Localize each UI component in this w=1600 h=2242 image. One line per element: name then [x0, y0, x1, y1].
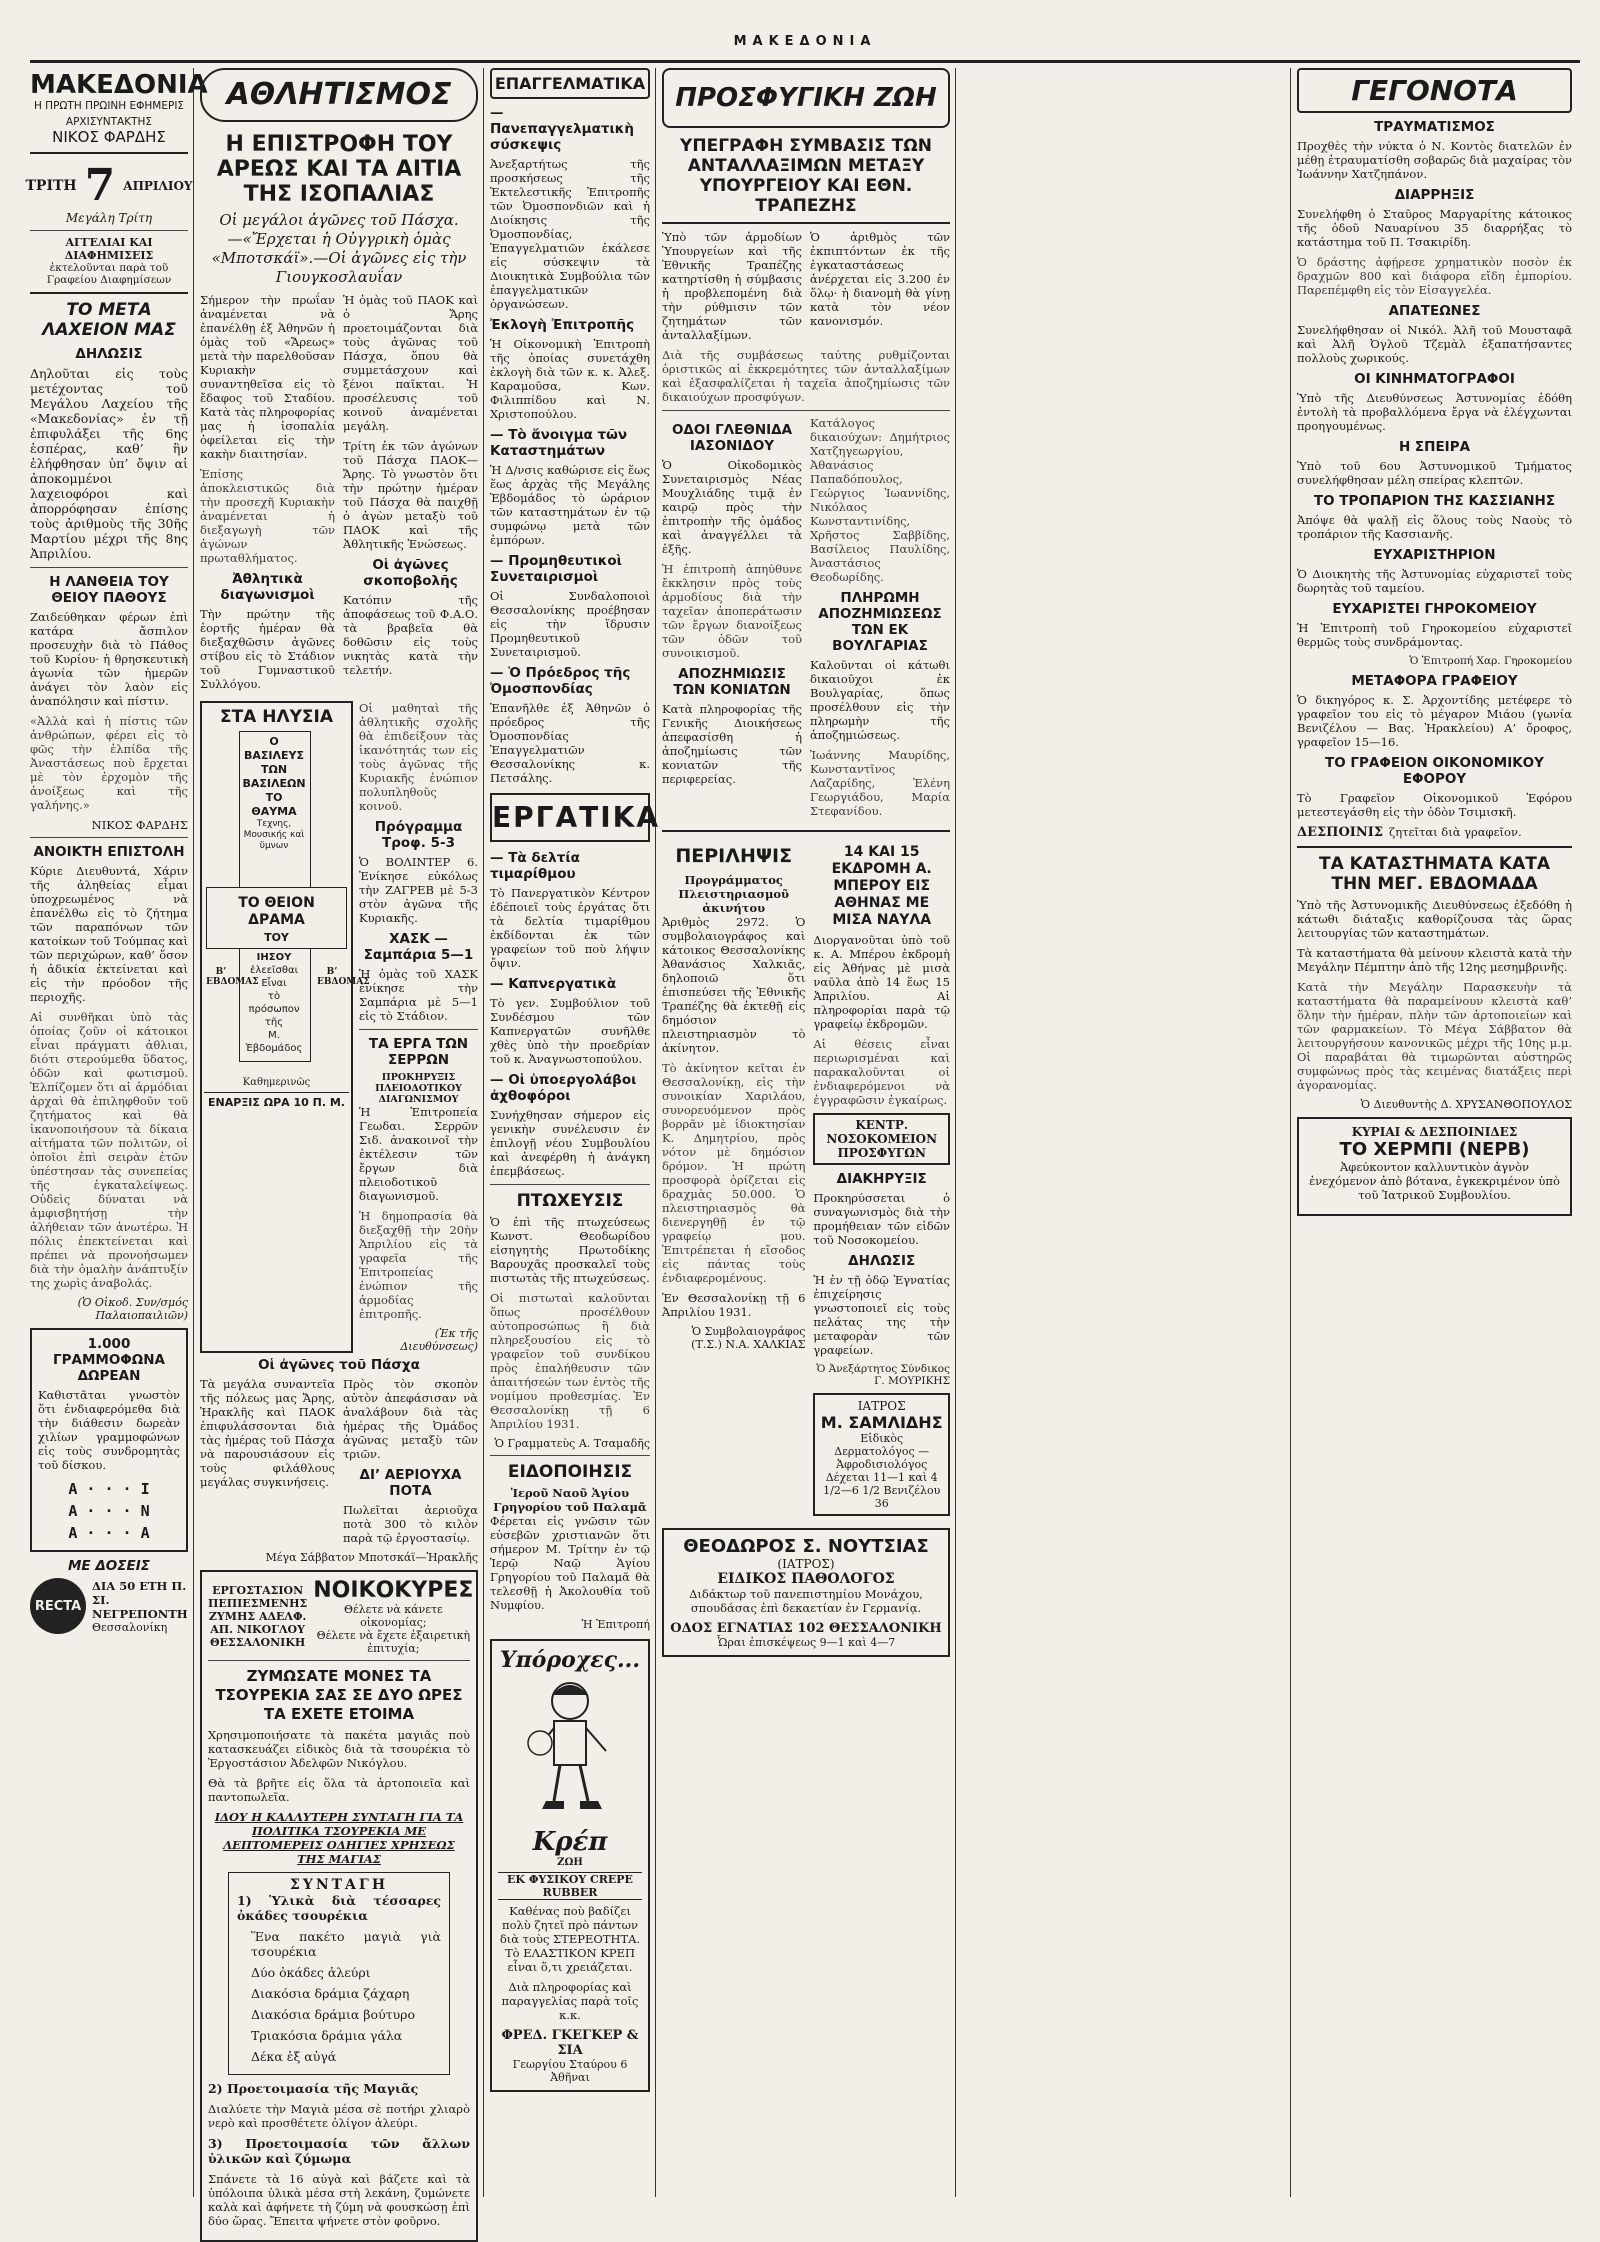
- pathologist-label: (ΙΑΤΡΟΣ): [777, 1557, 835, 1571]
- refugee-text: Ὁ ἀριθμὸς τῶν ἐκπιπτόντων ἐκ τῆς ἐγκαταστάσεως ἀνέρχεται εἰς 3.200 ἐν ὅλῳ· ἡ διανομὴ θὰ γίνῃ κατὰ τὸν νέον κανονισμόν.: [810, 230, 950, 328]
- section-heading: — Τὰ δελτία τιμαρίθμου: [490, 850, 580, 882]
- section-text: Οἱ Συνδαλοποιοὶ Θεσσαλονίκης προέβησαν εἰς τὴν ἵδρυσιν Προμηθευτικοῦ Συνεταιρισμοῦ.: [490, 589, 650, 659]
- cross-bottom-text: [241, 951, 307, 1055]
- paper-subtitle: Η ΠΡΩΤΗ ΠΡΩΙΝΗ ΕΦΗΜΕΡΙΣ: [33, 100, 185, 112]
- cosmetic-text: Ἀφεύκοντον καλλυντικὸν ἀγνὸν ἐνεχόμενον ἀπὸ βότανα, ἐγκεκριμένον ὑπὸ τοῦ Ἰατρικοῦ Συμβουλίου.: [1309, 1160, 1560, 1202]
- cross-word: τῆς: [264, 1017, 284, 1028]
- summary-subheading: Προγράμματος Πλειστηριασμοῦ ἀκινήτου: [678, 873, 790, 915]
- match-heading: Πρόγραμμα Τροφ. 5-3: [374, 819, 463, 851]
- bankruptcy-text: Ὁ ἐπὶ τῆς πτωχεύσεως Κωνστ. Θεοδωρίδου εἰσηγητὴς Πρωτοδίκης Βαρουχᾶς προσκαλεῖ τοὺς πιστωτὰς τῆς πτωχεύσεως.: [490, 1215, 650, 1285]
- section-heading: Ἐκλογὴ Ἐπιτροπῆς: [490, 317, 635, 333]
- show-time: ΕΝΑΡΞΙΣ ΩΡΑ 10 Π. Μ.: [204, 1092, 349, 1109]
- doctor-specialty: Εἰδικὸς Δερματολόγος — Ἀφροδισιολόγος: [834, 1432, 930, 1471]
- ad-headline: Υπόροχες...: [499, 1647, 640, 1673]
- section-heading: — Καπνεργατικὰ: [490, 976, 617, 992]
- column-3: ΕΠΑΓΓΕΛΜΑΤΙΚΑ — Πανεπαγγελματικὴ σύσκεψις Ἀνεξαρτήτως τῆς προσκήσεως τῆς Ἑκτελεστικῆς Ἐπιτροπῆς τῶν Ὀμοσπονδιῶν καὶ ἡ Διοίκησις τῆς Ὀμοσπονδίας, Ἐπαγγελματιῶν ἐκάλεσε εἰς σύσκεψιν τὰ Διοικητικὰ Συμβούλια τῶν ἐπαγγελματικῶν ὀργανώσεων. Ἐκλογὴ Ἐπιτροπῆς Ἡ Οἰκονομικὴ Ἐπιτροπὴ τῆς ὁποίας συνετάχθη ἐκλογὴ διὰ τῶν κ. κ. Ἀλεξ. Καραμοῦσα, Κων. Φιλιππίδου καὶ Ν. Χριστοπούλου. — Τὸ ἄνοιγμα τῶν Καταστημάτων Ἡ Δ/νσις καθώρισε εἰς ἕως ἕως ἀρχὰς τῆς Μεγάλης Ἑβδομάδος τὸ ὡράριον τῶν καταστημάτων ἐν τῷ συμφώνῳ μετὰ τῶν ἐμπόρων. — Προμηθευτικοὶ Συνεταιρισμοὶ Οἱ Συνδαλοποιοὶ Θεσσαλονίκης προέβησαν εἰς τὴν ἵδρυσιν Προμηθευτικοῦ Συνεταιρισμοῦ. — Ὁ Πρόεδρος τῆς Ὀμοσπονδίας Ἐπανῆλθε ἐξ Ἀθηνῶν ὁ πρόεδρος τῆς Ὀμοσπονδίας Ἐπαγγελματιῶν Θεσσαλονίκης κ. Πετσάλης. ΕΡΓΑΤΙΚΑ — Τὰ δελτία τιμαρίθμου Τὸ Πανεργατικὸν Κέντρον ἐδέποιεῖ τοὺς ἐργάτας ὅτι τὰ δελτία τιμαρίθμου ἐκδίδονται ἐκ τῶν γραφείων τοῦ ποὺ λήψιν ὄψιν. — Καπνεργατικὰ Τὸ γεν. Συμβούλιον τοῦ Συνδέσμου τῶν Καπνεργατῶν συνῆλθε χθὲς ὑπὸ τὴν προεδρίαν τοῦ κ. Ἀναγνωστοπούλου. — Οἱ ὑποεργολάβοι ἀχθοφόροι Συνήχθησαν σήμερον εἰς γενικὴν συνέλευσιν ἐν ἐπιλογῇ νέου Συμβουλίου καὶ ἀνεφέρθη ἡ ἀνάγκη ἐπεμβάσεως. ΠΤΩΧΕΥΣΙΣ Ὁ ἐπὶ τῆς πτωχεύσεως Κωνστ. Θεοδωρίδου εἰσηγητὴς Πρωτοδίκης Βαρουχᾶς προσκαλεῖ τοὺς πιστωτὰς τῆς πτωχεύσεως. Οἱ πιστωταὶ καλοῦνται ὅπως προσέλθουν αὐτοπροσώπως ἢ διὰ πληρεξουσίου εἰς τὸ γραφεῖον τοῦ συνδίκου πρὸς ἐπαλήθευσιν τῶν ἀπαιτήσεών των ἐντὸς τῆς νομίμου προθεσμίας. Ἐν Θεσσαλονίκῃ τῇ 6 Ἀπριλίου 1931. Ὁ Γραμματεὺς Α. Τσαμαδῆς ΕΙΔΟΠΟΙΗΣΙΣ Ἱεροῦ Ναοῦ Ἁγίου Γρηγορίου τοῦ Παλαμᾶ Φέρεται εἰς γνῶσιν τῶν εὐσεβῶν χριστιανῶν ὅτι σήμερον Μ. Τρίτην ἐν τῷ Ἱερῷ Ναῷ Ἁγίου Γρηγορίου τοῦ Παλαμᾶ θὰ τελεσθῇ ἡ Ἀκολουθία τοῦ Νυμφίου. Ἡ Ἐπιτροπή Υπόροχες... Κρέπ ΖΩΗ ΕΚ ΦΥΣΙΚΟΥ CREPE RUBBER Καθένας ποὺ βαδίζει πολὺ ζητεῖ πρὸ πάντων διὰ τοὺς ΣΤΕΡΕΟΤΗΤΑ. Τὸ ΕΛΑΣΤΙΚΟΝ ΚΡΕΠ εἶναι ὅ,τι χρειάζεται. Διὰ πληροφορίας καὶ παραγγελίας παρὰ τοῖς κ.κ. ΦΡΕΔ. ΓΚΕΓΚΕΡ & ΣΙΑ Γεωργίου Σταύρου 6 Ἀθῆναι: [490, 68, 650, 2199]
- cosmetic-ad: [1297, 1117, 1572, 1216]
- recipe-text: Σπάνετε τὰ 16 αὐγὰ καὶ βάζετε καὶ τὰ ὑπόλοιπα ὑλικὰ μέσα στὴ λεκάνη, ζυμώνετε καλὰ καὶ ἀφήνετε τὴ ζύμη νὰ φουσκώσῃ ἐπὶ δύο ὥρας. Ἔπειτα ψήνετε στὸν φοῦρνο.: [208, 2172, 470, 2228]
- ingredient: Διακόσια δράμια βούτυρο: [251, 2007, 416, 2022]
- pathologist-text: Διδάκτωρ τοῦ πανεπιστημίου Μονάχου, σπουδάσας ἐπὶ δεκαετίαν ἐν Γερμανίᾳ.: [689, 1587, 923, 1615]
- doctor-name: Μ. ΣΑΜΛΙΔΗΣ: [820, 1413, 943, 1432]
- section-text: Ἐπανῆλθε ἐξ Ἀθηνῶν ὁ πρόεδρος τῆς Ὀμοσπονδίας Ἐπαγγελματιῶν Θεσσαλονίκης κ. Πετσάλης.: [490, 701, 650, 785]
- section-text: Συνήχθησαν σήμερον εἰς γενικὴν συνέλευσιν ἐν ἐπιλογῇ νέου Συμβουλίου καὶ ἀνεφέρθη ἡ ἀνάγκη ἐπεμβάσεως.: [490, 1108, 650, 1178]
- events-heading: ΟΙ ΚΙΝΗΜΑΤΟΓΡΑΦΟΙ: [1354, 371, 1515, 387]
- cross-shape: [204, 727, 370, 1092]
- bankruptcy-signature: Ὁ Γραμματεὺς Α. Τσαμαδῆς: [494, 1437, 650, 1450]
- cross-word: ΘΑΥΜΑ: [251, 805, 297, 818]
- recipe-title: ΣΥΝΤΑΓΗ: [289, 1877, 389, 1893]
- drama-title: ΤΟ ΘΕΙΟΝ ΔΡΑΜΑ: [238, 895, 315, 928]
- yeast-factory: [208, 1584, 307, 1649]
- date-block: [25, 160, 193, 211]
- sports-banner: ΑΘΛΗΤΙΣΜΟΣ: [200, 68, 478, 122]
- sports-text: Τρίτη ἐκ τῶν ἀγώνων τοῦ Πάσχα ΠΑΟΚ—Ἄρης. Τὸ γνωστὸν ὅτι τὴν πρώτην ἡμέραν τοῦ Πάσχα θὰ παιχθῇ ὁ ἀγὼν μεταξὺ τοῦ ΠΑΟΚ καὶ τῆς Ἀθλητικῆς Ἑνώσεως.: [343, 439, 478, 551]
- excursion-text: Διοργανοῦται ὑπὸ τοῦ κ. Α. Μπέρου ἐκδρομὴ εἰς Ἀθήνας μὲ μισὰ ναῦλα ἀπὸ 14 ἕως 15 Ἀπριλίου. Αἱ πληροφορίαι παρὰ τῷ γραφείῳ ἐκδρομῶν.: [813, 933, 950, 1031]
- summary-date: Ἐν Θεσσαλονίκῃ τῇ 6 Ἀπριλίου 1931.: [662, 1291, 806, 1319]
- recta-city: Θεσσαλονίκη: [92, 1620, 168, 1634]
- lottery-text: Δηλοῦται εἰς τοὺς μετέχοντας τοῦ Μεγάλου Λαχείου τῆς «Μακεδονίας» ἐν τῇ ἐπιφυλάξει τῆς 6ης ἑσπέρας, καθ’ ἣν ἐλήφθησαν ὑπ’ ὄψιν αἱ ἀποκομμένοι λαχειοφόροι καὶ ἀπορρόφησαν ἐπίσης τοὺς ἀριθμοὺς τῆς 30ῆς Μαρτίου μέχρι τῆς 8ης Ἀπριλίου.: [30, 366, 188, 561]
- recipe-step: 1) Ὑλικὰ διὰ τέσσαρες ὀκάδες τσουρέκια: [237, 1893, 441, 1923]
- sports-subhead: Οἱ μεγάλοι ἀγῶνες τοῦ Πάσχα.—«Ἔρχεται ἡ Οὐγγρικὴ ὁμὰς «Μποτσκάϊ».—Οἱ ἀγῶνες εἰς τὴν Γιουγκοσλαυΐαν: [211, 211, 467, 286]
- cross-word: ΙΗΣΟΥ: [256, 952, 292, 963]
- serres-signature: (Ἐκ τῆς Διευθύνσεως): [400, 1327, 478, 1353]
- passion-heading: Η ΛΑΝΘΕΙΑ ΤΟΥ ΘΕΙΟΥ ΠΑΘΟΥΣ: [49, 574, 169, 606]
- miss-heading: ΔΕΣΠΟΙΝΙΣ: [1297, 825, 1384, 840]
- match-heading: ΧΑΣΚ — Σαμπάρια 5—1: [363, 931, 474, 963]
- miss-notice: [1297, 825, 1572, 840]
- recipe-step: 3) Προετοιμασία τῶν ἄλλων ὑλικῶν καὶ ζύμωμα: [208, 2136, 470, 2166]
- recta-ad: [30, 1578, 188, 1634]
- bankruptcy-heading: ΠΤΩΧΕΥΣΙΣ: [516, 1191, 624, 1211]
- cross-word: ΤΩΝ: [260, 763, 288, 776]
- hospital-heading: ΚΕΝΤΡ. ΝΟΣΟΚΟΜΕΙΟΝ ΠΡΟΣΦΥΓΩΝ: [826, 1118, 938, 1160]
- declaration-text: Προκηρύσσεται ὁ συναγωνισμὸς διὰ τὴν προμήθειαν τῶν εἰδῶν τοῦ Νοσοκομείου.: [813, 1191, 950, 1247]
- refugee-banner: ΠΡΟΣΦΥΓΙΚΗ ΖΩΗ: [662, 68, 950, 128]
- column-rule: [655, 68, 656, 2197]
- refugee-text: Κατὰ πληροφορίας τῆς Γενικῆς Διοικήσεως ἀπεφασίσθη ἡ ἀποζημίωσις τῶν κονιατῶν τῆς περιφερείας.: [662, 702, 802, 786]
- divider: [359, 1029, 478, 1030]
- events-text: Ὁ δικηγόρος κ. Σ. Ἀρχοντίδης μετέφερε τὸ γραφεῖον του εἰς τὸ μέγαρον Μιάου (γωνία Βενιζέλου — Βας. Ἡρακλείου) Α’ ὄροφος, γραφεῖον 15—16.: [1297, 693, 1572, 749]
- divider: [662, 222, 950, 224]
- events-heading: ΕΥΧΑΡΙΣΤΗΡΙΟΝ: [1373, 547, 1496, 563]
- events-heading: ΜΕΤΑΦΟΡΑ ΓΡΑΦΕΙΟΥ: [1351, 673, 1518, 689]
- notice-heading: ΕΙΔΟΠΟΙΗΣΙΣ: [507, 1462, 633, 1482]
- summary-text: Ἀριθμὸς 2972. Ὁ συμβολαιογράφος καὶ κάτοικος Θεσσαλονίκης Ἀθανάσιος Χαλκιᾶς, δηλοποιῶ ὅτι ἐπισπεύσει τῆς Ἐθνικῆς Τραπέζης θὰ ἐκτεθῇ εἰς δημόσιον πλειστηριασμὸν τὸ ἀκίνητον.: [662, 915, 806, 1055]
- week-left: Β’ ΕΒΔΟΜΑΣ: [206, 967, 259, 987]
- excursion-heading: 14 ΚΑΙ 15 ΕΚΔΡΟΜΗ Α. ΜΠΕΡΟΥ ΕΙΣ ΑΘΗΝΑΣ ΜΕ ΜΙΣΑ ΝΑΥΛΑ: [831, 844, 932, 928]
- divider: [490, 1184, 650, 1185]
- divider: [1297, 846, 1572, 848]
- refugee-headline: ΥΠΕΓΡΑΦΗ ΣΥΜΒΑΣΙΣ ΤΩΝ ΑΝΤΑΛΛΑΞΙΜΩΝ ΜΕΤΑΞΥ ΥΠΟΥΡΓΕΙΟΥ ΚΑΙ ΕΘΝ. ΤΡΑΠΕΖΗΣ: [680, 136, 932, 216]
- shops-heading: ΤΑ ΚΑΤΑΣΤΗΜΑΤΑ ΚΑΤΑ ΤΗΝ ΜΕΓ. ΕΒΔΟΜΑΔΑ: [1318, 854, 1551, 894]
- refugee-text: Ὑπὸ τῶν ἁρμοδίων Ὑπουργείων καὶ τῆς Ἐθνικῆς Τραπέζης κατηρτίσθη ἡ σύμβασις ἡ προβλεπομένη διὰ τὴν ρύθμισιν τῶν ζητημάτων τῶν ἀνταλλαξίμων.: [662, 230, 802, 342]
- grid-row: Α · · · Ι: [68, 1480, 150, 1498]
- crepe-shoe-ad: [490, 1639, 650, 2092]
- running-masthead: ΜΑΚΕΔΟΝΙΑ: [733, 34, 877, 49]
- gramophone-heading: 1.000 ΓΡΑΜΜΟΦΩΝΑ ΔΩΡΕΑΝ: [53, 1336, 165, 1384]
- sports-two-col: [200, 1377, 478, 1551]
- weekday: ΤΡΙΤΗ: [25, 177, 77, 194]
- grid-row: Α · · · Α: [68, 1524, 150, 1542]
- paper-title: ΜΑΚΕΔΟΝΙΑ: [30, 70, 208, 100]
- events-text: Ὑπὸ τοῦ 6ου Ἀστυνομικοῦ Τμήματος συνελήφθησαν μέλη σπείρας κλεπτῶν.: [1297, 459, 1572, 487]
- section-text: Ἀνεξαρτήτως τῆς προσκήσεως τῆς Ἑκτελεστικῆς Ἐπιτροπῆς τῶν Ὀμοσπονδιῶν καὶ ἡ Διοίκησις τῆς Ὀμοσπονδίας, Ἐπαγγελματιῶν ἐκάλεσε εἰς σύσκεψιν τὰ Διοικητικὰ Συμβούλια τῶν ἐπαγγελματικῶν ὀργανώσεων.: [490, 157, 650, 311]
- events-text: Τὸ Γραφεῖον Οἰκονομικοῦ Ἐφόρου μετεστεγάσθη εἰς τὴν ὁδὸν Τσιμισκῆ.: [1297, 791, 1572, 819]
- events-heading: ΤΟ ΤΡΟΠΑΡΙΟΝ ΤΗΣ ΚΑΣΣΙΑΝΗΣ: [1313, 493, 1556, 509]
- gramophone-text: Καθιστᾶται γνωστὸν ὅτι ἐνδιαφερόμεθα διὰ τὴν διάθεσιν δωρεὰν χιλίων γραμμοφώνων εἰς τοὺς συνδρομητὰς τοῦ δίσκου.: [38, 1388, 180, 1472]
- sports-subheading: Οἱ ἀγῶνες σκοποβολῆς: [363, 557, 458, 589]
- column-rule: [483, 68, 484, 2197]
- holy-day: Μεγάλη Τρίτη: [65, 211, 153, 225]
- firm-name: ΦΡΕΔ. ΓΚΕΓΚΕΡ & ΣΙΑ: [501, 2028, 639, 2058]
- column-1: ΜΑΚΕΔΟΝΙΑ Η ΠΡΩΤΗ ΠΡΩΙΝΗ ΕΦΗΜΕΡΙΣ ΑΡΧΙΣΥΝΤΑΚΤΗΣ ΝΙΚΟΣ ΦΑΡΔΗΣ ΤΡΙΤΗ 7 ΑΠΡΙΛΙΟΥ Μεγάλη Τρίτη ΑΓΓΕΛΙΑΙ ΚΑΙ ΔΙΑΦΗΜΙΣΕΙΣ ἐκτελοῦνται παρὰ τοῦ Γραφείου Διαφημίσεων ΤΟ ΜΕΤΑ ΛΑΧΕΙΟΝ ΜΑΣ ΔΗΛΩΣΙΣ Δηλοῦται εἰς τοὺς μετέχοντας τοῦ Μεγάλου Λαχείου τῆς «Μακεδονίας» ἐν τῇ ἐπιφυλάξει τῆς 6ης ἑσπέρας, καθ’ ἣν ἐλήφθησαν ὑπ’ ὄψιν αἱ ἀποκομμένοι λαχειοφόροι καὶ ἀπορρόφησαν ἐπίσης τοὺς ἀριθμοὺς τῆς 30ῆς Μαρτίου μέχρι τῆς 8ης Ἀπριλίου. Η ΛΑΝΘΕΙΑ ΤΟΥ ΘΕΙΟΥ ΠΑΘΟΥΣ Ζαιδεύθηκαν φέρων ἐπὶ κατάρα ἄσπιλον προσευχὴν διὰ τὸ Πάθος τοῦ Κυρίου· ἡ θρησκευτικὴ ἀγωνία τῶν ἡμερῶν ἀνάγει τὸν λαὸν εἰς ἀναπόλησιν καὶ πίστιν. «Ἀλλὰ καὶ ἡ πίστις τῶν ἀνθρώπων, φέρει εἰς τὸ φῶς τὴν ἐλπίδα τῆς Ἀναστάσεως ποὺ ἔρχεται μὲ τὸν ἐρχομὸν τῆς ἀνοίξεως καὶ τῆς γαλήνης.» ΝΙΚΟΣ ΦΑΡΔΗΣ ΑΝΟΙΚΤΗ ΕΠΙΣΤΟΛΗ Κύριε Διευθυντά, Χάριν τῆς ἀληθείας εἶμαι ὑποχρεωμένος νὰ ἐπανέλθω εἰς τὸ ζήτημα τῶν παραπόνων τῶν κατοίκων τοῦ Τούμπας καὶ τῶν περιχώρων, καθ’ ὅσον ἡ ἀδικία ἐκτείνεται καὶ εἰς τὴν πρόοδον τῆς περιοχῆς. Αἱ συνθῆκαι ὑπὸ τὰς ὁποίας ζοῦν οἱ κάτοικοι εἶναι πράγματι ἀθλιαι, διότι στερούμεθα ὕδατος, ὁδῶν καὶ φωτισμοῦ. Ἐλπίζομεν ὅτι αἱ ἁρμόδιαι ἀρχαὶ θὰ ἐπιληφθοῦν τοῦ ζητήματος καὶ θὰ ἱκανοποιήσουν τὰ δίκαια αἰτήματα τῶν πολιτῶν, οἱ ὁποῖοι ἐπὶ σειρὰν ἐτῶν ὑπέστησαν τὰς συνεπείας τῆς ἐγκαταλείψεως. Οὐδεὶς δύναται νὰ ἀμφισβητήσῃ τὴν ἀλήθειαν τῶν ἀνωτέρω. Ἡ πόλις ἐπεκτείνεται καὶ πρέπει νὰ προνοήσωμεν διὰ τὴν ὁμαλὴν ἀνάπτυξίν της χωρὶς ἀναβολάς. (Ὁ Οἰκοδ. Συν/σμός Παλαιοπαιλιῶν) 1.000 ΓΡΑΜΜΟΦΩΝΑ ΔΩΡΕΑΝ Καθιστᾶται γνωστὸν ὅτι ἐνδιαφερόμεθα διὰ τὴν διάθεσιν δωρεὰν χιλίων γραμμοφώνων εἰς τοὺς συνδρομητὰς τοῦ δίσκου. Α · · · Ι Α · · · Ν Α · · · Α ΜΕ ΔΟΣΕΙΣ RECTA ΔΙΑ 50 ΕΤΗ Π. ΣΙ. ΝΕΓΡΕΠΟΝΤΗ Θεσσαλονίκη: [25, 70, 208, 1634]
- sports-text: Τὰ μεγάλα συναντεῖα τῆς πόλεως μας Ἄρης, Ἠρακλῆς καὶ ΠΑΟΚ ἐπιφυλάσσονται διὰ τὰς ἡμέρας τοῦ Πάσχα νὰ παρουσιάσουν εἰς τοὺς φιλάθλους μεγάλας συγκινήσεις.: [200, 1377, 335, 1489]
- recta-text: ΔΙΑ 50 ΕΤΗ Π. ΣΙ. ΝΕΓΡΕΠΟΝΤΗ: [92, 1578, 188, 1621]
- divider: [30, 230, 188, 231]
- refugee-heading: ΟΔΟΙ ΓΛΕΘΝΙΔΑ ΙΑΣΟΝΙΔΟΥ: [671, 422, 793, 454]
- refugee-text: Καλοῦνται οἱ κάτωθι δικαιοῦχοι ἐκ Βουλγαρίας, ὅπως προσέλθουν εἰς τὴν πληρωμὴν τῆς ἀποζημιώσεως.: [810, 658, 950, 742]
- cross-word: ΤΟ: [265, 791, 283, 804]
- section-text: Τὸ Πανεργατικὸν Κέντρον ἐδέποιεῖ τοὺς ἐργάτας ὅτι τὰ δελτία τιμαρίθμου ἐκδίδονται ἐκ τῶν γραφείων τοῦ ποὺ λήψιν ὄψιν.: [490, 886, 650, 970]
- recipe-box: [228, 1872, 450, 2075]
- cosmetic-audience: ΚΥΡΙΑΙ & ΔΕΣΠΟΙΝΙΔΕΣ: [1351, 1125, 1518, 1139]
- pathologist-address: ΟΔΟΣ ΕΓΝΑΤΙΑΣ 102 ΘΕΣΣΑΛΟΝΙΚΗ: [670, 1621, 942, 1636]
- divider: [208, 1660, 470, 1661]
- ads-text: ἐκτελοῦνται παρὰ τοῦ Γραφείου Διαφημίσεων: [46, 262, 172, 286]
- events-heading: Η ΣΠΕΙΡΑ: [1398, 439, 1471, 455]
- section-text: Ἡ Οἰκονομικὴ Ἐπιτροπὴ τῆς ὁποίας συνετάχθη ἐκλογὴ διὰ τῶν κ. κ. Ἀλεξ. Καραμοῦσα, Κων. Φιλιππίδου καὶ Ν. Χριστοπούλου.: [490, 337, 650, 421]
- lottery-heading: ΤΟ ΜΕΤΑ ΛΑΧΕΙΟΝ ΜΑΣ: [42, 300, 176, 340]
- ads-heading: ΑΓΓΕΛΙΑΙ ΚΑΙ ΔΙΑΦΗΜΙΣΕΙΣ: [64, 236, 154, 262]
- sports-subheading: Ἀθλητικὰ διαγωνισμοὶ: [220, 571, 315, 603]
- sports-text: Ἡ ὁμὰς τοῦ ΠΑΟΚ καὶ ὁ Ἄρης προετοιμάζονται διὰ τοὺς ἀγῶνας τοῦ Πάσχα, ὅπου θὰ συμμετάσχουν καὶ ξένοι παῖκται. Ἡ προσέλευσις τοῦ κοινοῦ ἀναμένεται μεγάλη.: [343, 293, 478, 433]
- brand-tag: ΖΩΗ: [557, 1857, 583, 1868]
- yeast-ad: [200, 1570, 478, 2242]
- cross-word: ἐλεεῖσθαι: [250, 965, 298, 976]
- events-text: Συνελήφθη ὁ Σταῦρος Μαργαρίτης κάτοικος τῆς ὁδοῦ Ναυαρίνου 35 διαρρήξας τὸ κατάστημα τοῦ Π. Τσακιρίδη.: [1297, 207, 1572, 249]
- refugee-heading: ΑΠΟΖΗΜΙΩΣΙΣ ΤΩΝ ΚΟΝΙΑΤΩΝ: [673, 666, 791, 698]
- month: ΑΠΡΙΛΙΟΥ: [123, 178, 193, 193]
- refugee-heading: ΠΛΗΡΩΜΗ ΑΠΟΖΗΜΙΩΣΕΩΣ ΤΩΝ ΕΚ ΒΟΥΛΓΑΡΙΑΣ: [818, 590, 942, 654]
- cross-word: ΒΑΣΙΛΕΥΣ: [243, 749, 304, 762]
- yeast-headline: ΖΥΜΩΣΑΤΕ ΜΟΝΕΣ ΤΑ ΤΣΟΥΡΕΚΙΑ ΣΑΣ ΣΕ ΔΥΟ ΩΡΕΣ ΤΑ ΕΧΕΤΕ ΕΤΟΙΜΑ: [215, 1667, 463, 1723]
- cosmetic-title: ΤΟ ΧΕΡΜΠΙ (ΝΕΡΒ): [1339, 1139, 1530, 1160]
- column-5: ΓΕΓΟΝΟΤΑ ΤΡΑΥΜΑΤΙΣΜΟΣ Προχθὲς τὴν νύκτα ὁ Ν. Κοντὸς διατελῶν ἐν μέθῃ ἐτραυματίσθη σοβαρῶς διὰ μαχαίρας τὸν Ἰωάννην Χατζηπάνον. ΔΙΑΡΡΗΞΙΣ Συνελήφθη ὁ Σταῦρος Μαργαρίτης κάτοικος τῆς ὁδοῦ Ναυαρίνου 35 διαρρήξας τὸ κατάστημα τοῦ Π. Τσακιρίδη. Ὁ δράστης ἀφῄρεσε χρηματικὸν ποσὸν ἐκ δραχμῶν 800 καὶ διάφορα εἴδη ἐμπορίου. Παρεπέμφθη εἰς τὸν Εἰσαγγελέα. ΑΠΑΤΕΩΝΕΣ Συνελήφθησαν οἱ Νικόλ. Ἀλῆ τοῦ Μουσταφᾶ καὶ Ἀλῆ Ὀγλοῦ Τζεμὰλ ἐξαπατήσαντες πολλοὺς χωρικούς. ΟΙ ΚΙΝΗΜΑΤΟΓΡΑΦΟΙ Ὑπὸ τῆς Διευθύνσεως Ἀστυνομίας ἐδόθη ἐντολὴ τὰ προβαλλόμενα ἔργα νὰ ἐλέγχωνται προηγουμένως. Η ΣΠΕΙΡΑ Ὑπὸ τοῦ 6ου Ἀστυνομικοῦ Τμήματος συνελήφθησαν μέλη σπείρας κλεπτῶν. ΤΟ ΤΡΟΠΑΡΙΟΝ ΤΗΣ ΚΑΣΣΙΑΝΗΣ Ἀπόψε θὰ ψαλῇ εἰς ὅλους τοὺς Ναοὺς τὸ τροπάριον τῆς Κασσιανῆς. ΕΥΧΑΡΙΣΤΗΡΙΟΝ Ὁ Διοικητὴς τῆς Ἀστυνομίας εὐχαριστεῖ τοὺς δωρητὰς τοῦ ταμείου. ΕΥΧΑΡΙΣΤΕΙ ΓΗΡΟΚΟΜΕΙΟΥ Ἡ Ἐπιτροπὴ τοῦ Γηροκομείου εὐχαριστεῖ θερμῶς τοὺς συνδράμοντας. Ὁ Ἐπιτροπή Χαρ. Γηροκομείου ΜΕΤΑΦΟΡΑ ΓΡΑΦΕΙΟΥ Ὁ δικηγόρος κ. Σ. Ἀρχοντίδης μετέφερε τὸ γραφεῖον του εἰς τὸ μέγαρον Μιάου (γωνία Βενιζέλου — Βας. Ἡρακλείου) Α’ ὄροφος, γραφεῖον 15—16. ΤΟ ΓΡΑΦΕΙΟΝ ΟΙΚΟΝΟΜΙΚΟΥ ΕΦΟΡΟΥ Τὸ Γραφεῖον Οἰκονομικοῦ Ἐφόρου μετεστεγάσθη εἰς τὴν ὁδὸν Τσιμισκῆ. ΔΕΣΠΟΙΝΙΣ ζητεῖται διὰ γραφεῖον. ΤΑ ΚΑΤΑΣΤΗΜΑΤΑ ΚΑΤΑ ΤΗΝ ΜΕΓ. ΕΒΔΟΜΑΔΑ Ὑπὸ τῆς Ἀστυνομικῆς Διευθύνσεως ἐξεδόθη ἡ κάτωθι διάταξις καθορίζουσα τὰς ὥρας λειτουργίας τῶν καταστημάτων. Τὰ καταστήματα θὰ μείνουν κλειστὰ κατὰ τὴν Μεγάλην Πέμπτην ἀπὸ τῆς 12ης μεσημβρινῆς. Κατὰ τὴν Μεγάλην Παρασκευὴν τὰ καταστήματα θὰ παραμείνουν κλειστὰ καθ’ ὅλην τὴν ἡμέραν, πλὴν τῶν ἀρτοποιείων καὶ τῶν φαρμακείων. Τὸ Μέγα Σάββατον θὰ λειτουργήσουν κανονικῶς μέχρι τῆς 10ης μ.μ. Οἱ παραβάται θὰ τιμωρῶνται αὐστηρῶς συμφώνως πρὸς τὰς κειμένας διατάξεις περὶ ἀγορανομίας. Ὁ Διευθυντὴς Δ. ΧΡΥΣΑΝΘΟΠΟΥΛΟΣ ΚΥΡΙΑΙ & ΔΕΣΠΟΙΝΙΔΕΣ ΤΟ ΧΕΡΜΠΙ (ΝΕΡΒ) Ἀφεύκοντον καλλυντικὸν ἀγνὸν ἐνεχόμενον ἀπὸ βότανα, ἐγκεκριμένον ὑπὸ τοῦ Ἰατρικοῦ Συμβουλίου.: [1297, 68, 1572, 2199]
- declaration-heading: ΔΙΑΚΗΡΥΞΙΣ: [836, 1171, 927, 1187]
- yeast-text: Θὰ τὰ βρῆτε εἰς ὅλα τὰ ἀρτοποιεῖα καὶ παντοπωλεῖα.: [208, 1776, 470, 1804]
- section-text: Ἡ Δ/νσις καθώρισε εἰς ἕως ἕως ἀρχὰς τῆς Μεγάλης Ἑβδομάδος τὸ ὡράριον τῶν καταστημάτων ἐν τῷ συμφώνῳ μετὰ τῶν ἐμπόρων.: [490, 463, 650, 547]
- events-heading: ΔΙΑΡΡΗΞΙΣ: [1394, 187, 1475, 203]
- pathologist-name: ΘΕΟΔΩΡΟΣ Σ. ΝΟΥΤΣΙΑΣ: [683, 1536, 929, 1557]
- passion-text: Ζαιδεύθηκαν φέρων ἐπὶ κατάρα ἄσπιλον προσευχὴν διὰ τὸ Πάθος τοῦ Κυρίου· ἡ θρησκευτικὴ ἀγωνία τῶν ἡμερῶν ἀνάγει τὸν λαὸν εἰς ἀναπόλησιν καὶ πίστιν.: [30, 610, 188, 708]
- cross-top-text: [241, 735, 307, 852]
- ad-question: Θέλετε νὰ κάνετε οἰκονομίας;: [343, 1603, 443, 1629]
- ingredient: Ἕνα πακέτο μαγιὰ γιὰ τσουρέκια: [251, 1929, 441, 1959]
- divider: [30, 837, 188, 838]
- editor-name: ΝΙΚΟΣ ΦΑΡΔΗΣ: [52, 128, 166, 146]
- editor-label: ΑΡΧΙΣΥΝΤΑΚΤΗΣ: [65, 116, 153, 128]
- sports-lower: ΣΤΑ ΗΛΥΣΙΑ Ο ΒΑΣΙΛΕΥΣ ΤΩΝ ΒΑΣΙΛΕΩΝ ΤΟ ΘΑΥΜΑ Τεχνης, Μουσικής καὶ ὕμνων ΤΟ ΘΕΙΟΝ ΔΡΑΜΑ ΤΟΥ ΙΗΣΟΥ ἐλεεῖσθαι Εἶναι τὸ πρόσωπον τῆς Μ. Ἑβδομάδος Β’ ΕΒΔΟΜΑΣ Β’ ΕΒΔΟΜΑΣ Καθημερινῶς ΕΝΑΡΞΙΣ ΩΡΑ 10 Π. Μ. Οἱ μαθηταὶ τῆς ἀθλητικῆς σχολῆς θὰ ἐπιδείξουν τὰς ἱκανότητάς των εἰς τοὺς ἀγῶνας τῆς Κυριακῆς ἐνώπιον πολυπληθοῦς κοινοῦ. Πρόγραμμα Τροφ. 5-3 Ὁ ΒΟΛΙΝΤΕΡ 6. Ἐνίκησε εὐκόλως τὴν ΖΑΓΡΕΒ μὲ 5-3 στὸν ἀγῶνα τῆς Κυριακῆς. ΧΑΣΚ — Σαμπάρια 5—1 Ἡ ὁμὰς τοῦ ΧΑΣΚ ἐνίκησε τὴν Σαμπάρια μὲ 5—1 εἰς τὸ Στάδιον. ΤΑ ΕΡΓΑ ΤΩΝ ΣΕΡΡΩΝ ΠΡΟΚΗΡΥΞΙΣ ΠΛΕΙΟΔΟΤΙΚΟΥ ΔΙΑΓΩΝΙΣΜΟΥ Ἡ Ἐπιτροπεία Γεωδαι. Σερρῶν Σιδ. ἀνακοινοῖ τὴν ἐκτέλεσιν τῶν ἔργων διὰ πλειοδοτικοῦ διαγωνισμοῦ. Ἡ δημοπρασία θὰ διεξαχθῇ τὴν 20ὴν Ἀπριλίου εἰς τὰ γραφεῖα τῆς Ἐπιτροπείας ἐνώπιον τῆς ἁρμοδίας ἐπιτροπῆς. (Ἐκ τῆς Διευθύνσεως): [200, 701, 478, 1353]
- doctor-label: ΙΑΤΡΟΣ: [857, 1399, 906, 1413]
- church-name: Ἱεροῦ Ναοῦ Ἁγίου Γρηγορίου τοῦ Παλαμᾶ: [493, 1486, 647, 1514]
- factory-name: ΕΡΓΟΣΤΑΣΙΟΝ ΠΕΠΙΕΣΜΕΝΗΣ ΖΥΜΗΣ ΑΔΕΛΦ. ΑΠ. ΝΙΚΟΓΛΟΥ: [208, 1584, 308, 1636]
- pathologist-hours: Ὧραι ἐπισκέψεως 9—1 καὶ 4—7: [716, 1636, 896, 1649]
- pathologist-ad: [662, 1528, 950, 1657]
- events-signature: Ὁ Ἐπιτροπή Χαρ. Γηροκομείου: [1409, 655, 1572, 667]
- events-banner: ΓΕΓΟΝΟΤΑ: [1297, 68, 1572, 113]
- events-heading: ΤΡΑΥΜΑΤΙΣΜΟΣ: [1374, 119, 1495, 135]
- cross-word: ΒΑΣΙΛΕΩΝ: [242, 777, 306, 790]
- open-letter-text: Κύριε Διευθυντά, Χάριν τῆς ἀληθείας εἶμαι ὑποχρεωμένος νὰ ἐπανέλθω εἰς τὸ ζήτημα τῶν παραπόνων τῶν κατοίκων τοῦ Τούμπας καὶ τῶν περιχώρων, καθ’ ὅσον ἡ ἀδικία ἐκτείνεται καὶ εἰς τὴν πρόοδον τῆς περιοχῆς.: [30, 864, 188, 1004]
- serres-heading: ΤΑ ΕΡΓΑ ΤΩΝ ΣΕΡΡΩΝ: [368, 1036, 469, 1068]
- cross-title: [208, 895, 345, 946]
- section-heading: — Ὁ Πρόεδρος τῆς Ὀμοσπονδίας: [490, 665, 631, 697]
- statement-signature: Ὁ Ἀνεξάρτητος Σύνδικος Γ. ΜΟΥΡΙΚΗΣ: [816, 1363, 950, 1387]
- section-heading: — Προμηθευτικοὶ Συνεταιρισμοὶ: [490, 553, 622, 585]
- recipe-intro: ΙΔΟΥ Η ΚΑΛΛΥΤΕΡΗ ΣΥΝΤΑΓΗ ΓΙΑ ΤΑ ΠΟΛΙΤΙΚΑ ΤΣΟΥΡΕΚΙΑ ΜΕ ΛΕΠΤΟΜΕΡΕΙΣ ΟΔΗΓΙΕΣ ΧΡΗΣΕΩΣ ΤΗΣ ΜΑΓΙΑΣ: [214, 1810, 464, 1866]
- cross-word: Εἶναι: [261, 978, 287, 989]
- top-masthead-bar: [30, 30, 1580, 63]
- sports-text: Σήμερον τὴν πρωΐαν ἀναμένεται νὰ ἐπανέλθῃ ἐξ Ἀθηνῶν ἡ ὁμὰς τοῦ «Ἄρεως» μετὰ τὴν παρελθοῦσαν Κυριακὴν συναντηθεῖσα εἰς τὸ ἔδαφος τοῦ Σταδίου. Κατὰ τὰς πληροφορίας μας ἡ ἰσοπαλία ὀφείλεται εἰς τὴν κακὴν διαιτησίαν.: [200, 293, 335, 461]
- events-text: Προχθὲς τὴν νύκτα ὁ Ν. Κοντὸς διατελῶν ἐν μέθῃ ἐτραυματίσθη σοβαρῶς διὰ μαχαίρας τὸν Ἰωάννην Χατζηπάνον.: [1297, 139, 1572, 181]
- statement-text: Ἡ ἐν τῇ ὁδῷ Ἐγνατίας ἐπιχείρησις γνωστοποιεῖ εἰς τοὺς πελάτας της τὴν μεταφορὰν τῶν γραφείων.: [813, 1273, 950, 1357]
- drinks-heading: ΔΙ’ ΑΕΡΙΟΥΧΑ ΠΟΤΑ: [359, 1467, 462, 1499]
- cinema-name: ΣΤΑ ΗΛΥΣΙΑ: [219, 707, 334, 727]
- sports-text: Πρὸς τὸν σκοπὸν αὐτὸν ἀπεφάσισαν νὰ ἀναλάβουν διὰ τὰς ἡμέρας τῆς Ὀμάδος ἀγῶνας μεταξὺ τῶν τριῶν.: [343, 1377, 478, 1461]
- events-heading: ΕΥΧΑΡΙΣΤΕΙ ΓΗΡΟΚΟΜΕΙΟΥ: [1332, 601, 1537, 617]
- recta-logo: RECTA: [30, 1578, 86, 1634]
- crepe-rubber-label: ΕΚ ΦΥΣΙΚΟΥ CREPE RUBBER: [498, 1872, 642, 1900]
- cross-word: τὸ: [267, 991, 281, 1002]
- lower-two-col: ΠΕΡΙΛΗΨΙΣ Προγράμματος Πλειστηριασμοῦ ἀκινήτου Ἀριθμὸς 2972. Ὁ συμβολαιογράφος καὶ κάτοικος Θεσσαλονίκης Ἀθανάσιος Χαλκιᾶς, δηλοποιῶ ὅτι ἐπισπεύσει τῆς Ἐθνικῆς Τραπέζης θὰ ἐκτεθῇ εἰς δημόσιον πλειστηριασμὸν τὸ ἀκίνητον. Τὸ ἀκίνητον κεῖται ἐν Θεσσαλονίκῃ, εἰς τὴν συνοικίαν Χαριλάου, συνορευόμενον πρὸς βορρᾶν μὲ ἰδιοκτησίαν Κ. Δημητρίου, πρὸς νότον μὲ δημόσιον δρόμον. Ἡ πρώτη προσφορὰ ὁρίζεται εἰς δραχμὰς 50.000. Ὁ πλειστηριασμὸς θὰ διενεργηθῇ ἐν τῷ γραφείῳ μου. Ἐπιτρέπεται ἡ εἴσοδος εἰς πάντας τοὺς ἐνδιαφερομένους. Ἐν Θεσσαλονίκῃ τῇ 6 Ἀπριλίου 1931. Ὁ Συμβολαιογράφος (Τ.Σ.) Ν.Α. ΧΑΛΚΙΑΣ 14 ΚΑΙ 15 ΕΚΔΡΟΜΗ Α. ΜΠΕΡΟΥ ΕΙΣ ΑΘΗΝΑΣ ΜΕ ΜΙΣΑ ΝΑΥΛΑ Διοργανοῦται ὑπὸ τοῦ κ. Α. Μπέρου ἐκδρομὴ εἰς Ἀθήνας μὲ μισὰ ναῦλα ἀπὸ 14 ἕως 15 Ἀπριλίου. Αἱ πληροφορίαι παρὰ τῷ γραφείῳ ἐκδρομῶν. Αἱ θέσεις εἶναι περιωρισμέναι καὶ παρακαλοῦνται οἱ ἐνδιαφερόμενοι νὰ ἐγγραφῶσιν ἐγκαίρως. ΚΕΝΤΡ. ΝΟΣΟΚΟΜΕΙΟΝ ΠΡΟΣΦΥΓΩΝ ΔΙΑΚΗΡΥΞΙΣ Προκηρύσσεται ὁ συναγωνισμὸς διὰ τὴν προμήθειαν τῶν εἰδῶν τοῦ Νοσοκομείου. ΔΗΛΩΣΙΣ Ἡ ἐν τῇ ὁδῷ Ἐγνατίας ἐπιχείρησις γνωστοποιεῖ εἰς τοὺς πελάτας της τὴν μεταφορὰν τῶν γραφείων. Ὁ Ἀνεξάρτητος Σύνδικος Γ. ΜΟΥΡΙΚΗΣ ΙΑΤΡΟΣ Μ. ΣΑΜΛΙΔΗΣ Εἰδικὸς Δερματολόγος — Ἀφροδισιολόγος Δέχεται 11—1 καὶ 4 1/2—6 1/2 Βενιζέλου 36: [662, 838, 950, 1522]
- match-text: Ἡ ὁμὰς τοῦ ΧΑΣΚ ἐνίκησε τὴν Σαμπάρια μὲ 5—1 εἰς τὸ Στάδιον.: [359, 967, 478, 1023]
- lottery-subheading: ΔΗΛΩΣΙΣ: [75, 346, 143, 362]
- recipe-text: Διαλύετε τὴν Μαγιὰ μέσα σὲ ποτήρι χλιαρὸ νερὸ καὶ προσθέτετε ὀλίγον ἀλεύρι.: [208, 2102, 470, 2130]
- date-number: 7: [84, 160, 116, 211]
- column-rule: [1290, 68, 1291, 2197]
- shops-text: Ὑπὸ τῆς Ἀστυνομικῆς Διευθύνσεως ἐξεδόθη ἡ κάτωθι διάταξις καθορίζουσα τὰς ὥρας λειτουργίας τῶν καταστημάτων.: [1297, 898, 1572, 940]
- ad-info: Διὰ πληροφορίας καὶ παραγγελίας παρὰ τοῖς κ.κ.: [501, 1980, 639, 2022]
- serres-text: Ἡ Ἐπιτροπεία Γεωδαι. Σερρῶν Σιδ. ἀνακοινοῖ τὴν ἐκτέλεσιν τῶν ἔργων διὰ πλειοδοτικοῦ διαγωνισμοῦ.: [359, 1105, 478, 1203]
- column-2: [200, 68, 478, 2228]
- section-heading: — Τὸ ἄνοιγμα τῶν Καταστημάτων: [490, 427, 628, 459]
- doctor-ad: [813, 1393, 950, 1516]
- divider: [30, 152, 188, 154]
- refugee-two-col: [662, 230, 950, 348]
- gramophone-ad: [30, 1328, 188, 1552]
- column-rule: [193, 68, 194, 2197]
- letter-signature: (Ὁ Οἰκοδ. Συν/σμός Παλαιοπαιλιῶν): [77, 1296, 188, 1322]
- events-text: Συνελήφθησαν οἱ Νικόλ. Ἀλῆ τοῦ Μουσταφᾶ καὶ Ἀλῆ Ὀγλοῦ Τζεμὰλ ἐξαπατήσαντες πολλοὺς χωρικούς.: [1297, 323, 1572, 365]
- refugee-two-col: ΟΔΟΙ ΓΛΕΘΝΙΔΑ ΙΑΣΟΝΙΔΟΥ Ὁ Οἰκοδομικὸς Συνεταιρισμὸς Νέας Μουχλιάδης τιμᾷ ἐν καιρῷ πρὸς τὴν ἐπιτροπὴν τῆς ὁμάδος καὶ ἀναγγέλλει τὰ ἑξῆς. Ἡ ἐπιτροπὴ ἀπηύθυνε ἔκκλησιν πρὸς τοὺς ἁρμοδίους διὰ τὴν ταχεῖαν ἀποπεράτωσιν τῶν ἔργων διανοίξεως τῶν ὁδῶν τοῦ συνοικισμοῦ. ΑΠΟΖΗΜΙΩΣΙΣ ΤΩΝ ΚΟΝΙΑΤΩΝ Κατὰ πληροφορίας τῆς Γενικῆς Διοικήσεως ἀπεφασίσθη ἡ ἀποζημίωσις τῶν κονιατῶν τῆς περιφερείας. Κατάλογος δικαιούχων: Δημήτριος Χατζηγεωργίου, Ἀθανάσιος Παπαδόπουλος, Γεώργιος Ἰωαννίδης, Νικόλαος Κωνσταντινίδης, Χρῆστος Σαββίδης, Βασίλειος Παυλίδης, Ἀναστάσιος Θεοδωρίδης. ΠΛΗΡΩΜΗ ΑΠΟΖΗΜΙΩΣΕΩΣ ΤΩΝ ΕΚ ΒΟΥΛΓΑΡΙΑΣ Καλοῦνται οἱ κάτωθι δικαιοῦχοι ἐκ Βουλγαρίας, ὅπως προσέλθουν εἰς τὴν πληρωμὴν τῆς ἀποζημιώσεως. Ἰωάννης Μαυρίδης, Κωνσταντῖνος Λαζαρίδης, Ἐλένη Γεωργιάδου, Μαρία Στεφανίδου.: [662, 416, 950, 818]
- cross-word: πρόσωπον: [248, 1004, 300, 1015]
- events-text: Ὑπὸ τῆς Διευθύνσεως Ἀστυνομίας ἐδόθη ἐντολὴ τὰ προβαλλόμενα ἔργα νὰ ἐλέγχωνται προηγουμένως.: [1297, 391, 1572, 433]
- professional-banner: ΕΠΑΓΓΕΛΜΑΤΙΚΑ: [490, 68, 650, 99]
- signature: ΝΙΚΟΣ ΦΑΡΔΗΣ: [91, 818, 188, 832]
- sports-text: Κατόπιν τῆς ἀποφάσεως τοῦ Φ.Α.Ο. τὰ βραβεῖα θὰ δοθῶσιν εἰς τοὺς νικητὰς κατὰ τὴν τελετήν.: [343, 593, 478, 677]
- miss-text: ζητεῖται διὰ γραφεῖον.: [1389, 825, 1522, 839]
- recipe-step: 2) Προετοιμασία τῆς Μαγιᾶς: [208, 2081, 419, 2096]
- events-heading: ΑΠΑΤΕΩΝΕΣ: [1388, 303, 1481, 319]
- section-heading: — Πανεπαγγελματικὴ σύσκεψις: [490, 105, 634, 153]
- events-text: Ἡ Ἐπιτροπὴ τοῦ Γηροκομείου εὐχαριστεῖ θερμῶς τοὺς συνδράμοντας.: [1297, 621, 1572, 649]
- shops-signature: Ὁ Διευθυντὴς Δ. ΧΡΥΣΑΝΘΟΠΟΥΛΟΣ: [1360, 1098, 1572, 1111]
- divider: [30, 292, 188, 294]
- sports-signature: Μέγα Σάββατον Μποτσκάϊ—Ἡρακλῆς: [265, 1551, 478, 1564]
- cross-daily: Καθημερινῶς: [242, 1077, 311, 1088]
- cross-word: ΤΟΥ: [264, 931, 289, 944]
- ad-question: Θέλετε νὰ ἔχετε ἐξαιρετικὴ ἐπιτυχία;: [316, 1629, 471, 1655]
- divider: [662, 830, 950, 832]
- ingredient: Διακόσια δράμια ζάχαρη: [251, 1986, 410, 2001]
- doctor-hours: Δέχεται 11—1 καὶ 4 1/2—6 1/2 Βενιζέλου 36: [823, 1471, 941, 1510]
- section-heading: — Οἱ ὑποεργολάβοι ἀχθοφόροι: [490, 1072, 637, 1104]
- ingredient: Δύο ὀκάδες ἀλεύρι: [251, 1965, 371, 1980]
- sports-text: Τὴν πρώτην τῆς ἑορτῆς ἡμέραν θὰ διεξαχθῶσιν ἀγῶνες στίβου εἰς τὸ Στάδιον τοῦ Γυμναστικοῦ Συλλόγου.: [200, 607, 335, 691]
- column-4: ΠΡΟΣΦΥΓΙΚΗ ΖΩΗ ΥΠΕΓΡΑΦΗ ΣΥΜΒΑΣΙΣ ΤΩΝ ΑΝΤΑΛΛΑΞΙΜΩΝ ΜΕΤΑΞΥ ΥΠΟΥΡΓΕΙΟΥ ΚΑΙ ΕΘΝ. ΤΡΑΠΕΖΗΣ Ὑπὸ τῶν ἁρμοδίων Ὑπουργείων καὶ τῆς Ἐθνικῆς Τραπέζης κατηρτίσθη ἡ σύμβασις ἡ προβλεπομένη διὰ τὴν ρύθμισιν τῶν ζητημάτων τῶν ἀνταλλαξίμων. Ὁ ἀριθμὸς τῶν ἐκπιπτόντων ἐκ τῆς ἐγκαταστάσεως ἀνέρχεται εἰς 3.200 ἐν ὅλῳ· ἡ διανομὴ θὰ γίνῃ κατὰ τὸν νέον κανονισμόν. Διὰ τῆς συμβάσεως ταύτης ρυθμίζονται ὁριστικῶς αἱ ἐκκρεμότητες τῶν ἀνταλλαξίμων καὶ ἐξασφαλίζεται ἡ ταχεῖα ἀποζημίωσις τῶν δικαιούχων προσφύγων. ΟΔΟΙ ΓΛΕΘΝΙΔΑ ΙΑΣΟΝΙΔΟΥ Ὁ Οἰκοδομικὸς Συνεταιρισμὸς Νέας Μουχλιάδης τιμᾷ ἐν καιρῷ πρὸς τὴν ἐπιτροπὴν τῆς ὁμάδος καὶ ἀναγγέλλει τὰ ἑξῆς. Ἡ ἐπιτροπὴ ἀπηύθυνε ἔκκλησιν πρὸς τοὺς ἁρμοδίους διὰ τὴν ταχεῖαν ἀποπεράτωσιν τῶν ἔργων διανοίξεως τῶν ὁδῶν τοῦ συνοικισμοῦ. ΑΠΟΖΗΜΙΩΣΙΣ ΤΩΝ ΚΟΝΙΑΤΩΝ Κατὰ πληροφορίας τῆς Γενικῆς Διοικήσεως ἀπεφασίσθη ἡ ἀποζημίωσις τῶν κονιατῶν τῆς περιφερείας. Κατάλογος δικαιούχων: Δημήτριος Χατζηγεωργίου, Ἀθανάσιος Παπαδόπουλος, Γεώργιος Ἰωαννίδης, Νικόλαος Κωνσταντινίδης, Χρῆστος Σαββίδης, Βασίλειος Παυλίδης, Ἀναστάσιος Θεοδωρίδης. ΠΛΗΡΩΜΗ ΑΠΟΖΗΜΙΩΣΕΩΣ ΤΩΝ ΕΚ ΒΟΥΛΓΑΡΙΑΣ Καλοῦνται οἱ κάτωθι δικαιοῦχοι ἐκ Βουλγαρίας, ὅπως προσέλθουν εἰς τὴν πληρωμὴν τῆς ἀποζημιώσεως. Ἰωάννης Μαυρίδης, Κωνσταντῖνος Λαζαρίδης, Ἐλένη Γεωργιάδου, Μαρία Στεφανίδου. ΠΕΡΙΛΗΨΙΣ Προγράμματος Πλειστηριασμοῦ ἀκινήτου Ἀριθμὸς 2972. Ὁ συμβολαιογράφος καὶ κάτοικος Θεσσαλονίκης Ἀθανάσιος Χαλκιᾶς, δηλοποιῶ ὅτι ἐπισπεύσει τῆς Ἐθνικῆς Τραπέζης θὰ ἐκτεθῇ εἰς δημόσιον πλειστηριασμὸν τὸ ἀκίνητον. Τὸ ἀκίνητον κεῖται ἐν Θεσσαλονίκῃ, εἰς τὴν συνοικίαν Χαριλάου, συνορευόμενον πρὸς βορρᾶν μὲ ἰδιοκτησίαν Κ. Δημητρίου, πρὸς νότον μὲ δημόσιον δρόμον. Ἡ πρώτη προσφορὰ ὁρίζεται εἰς δραχμὰς 50.000. Ὁ πλειστηριασμὸς θὰ διενεργηθῇ ἐν τῷ γραφείῳ μου. Ἐπιτρέπεται ἡ εἴσοδος εἰς πάντας τοὺς ἐνδιαφερομένους. Ἐν Θεσσαλονίκῃ τῇ 6 Ἀπριλίου 1931. Ὁ Συμβολαιογράφος (Τ.Σ.) Ν.Α. ΧΑΛΚΙΑΣ 14 ΚΑΙ 15 ΕΚΔΡΟΜΗ Α. ΜΠΕΡΟΥ ΕΙΣ ΑΘΗΝΑΣ ΜΕ ΜΙΣΑ ΝΑΥΛΑ Διοργανοῦται ὑπὸ τοῦ κ. Α. Μπέρου ἐκδρομὴ εἰς Ἀθήνας μὲ μισὰ ναῦλα ἀπὸ 14 ἕως 15 Ἀπριλίου. Αἱ πληροφορίαι παρὰ τῷ γραφείῳ ἐκδρομῶν. Αἱ θέσεις εἶναι περιωρισμέναι καὶ παρακαλοῦνται οἱ ἐνδιαφερόμενοι νὰ ἐγγραφῶσιν ἐγκαίρως. ΚΕΝΤΡ. ΝΟΣΟΚΟΜΕΙΟΝ ΠΡΟΣΦΥΓΩΝ ΔΙΑΚΗΡΥΞΙΣ Προκηρύσσεται ὁ συναγωνισμὸς διὰ τὴν προμήθειαν τῶν εἰδῶν τοῦ Νοσοκομείου. ΔΗΛΩΣΙΣ Ἡ ἐν τῇ ὁδῷ Ἐγνατίας ἐπιχείρησις γνωστοποιεῖ εἰς τοὺς πελάτας της τὴν μεταφορὰν τῶν γραφείων. Ὁ Ἀνεξάρτητος Σύνδικος Γ. ΜΟΥΡΙΚΗΣ ΙΑΤΡΟΣ Μ. ΣΑΜΛΙΔΗΣ Εἰδικὸς Δερματολόγος — Ἀφροδισιολόγος Δέχεται 11—1 καὶ 4 1/2—6 1/2 Βενιζέλου 36 ΘΕΟΔΩΡΟΣ Σ. ΝΟΥΤΣΙΑΣ (ΙΑΤΡΟΣ) ΕΙΔΙΚΟΣ ΠΑΘΟΛΟΓΟΣ Διδάκτωρ τοῦ πανεπιστημίου Μονάχου, σπουδάσας ἐπὶ δεκαετίαν ἐν Γερμανίᾳ. ΟΔΟΣ ΕΓΝΑΤΙΑΣ 102 ΘΕΣΣΑΛΟΝΙΚΗ Ὧραι ἐπισκέψεως 9—1 καὶ 4—7: [662, 68, 950, 2199]
- notice-text: Φέρεται εἰς γνῶσιν τῶν εὐσεβῶν χριστιανῶν ὅτι σήμερον Μ. Τρίτην ἐν τῷ Ἱερῷ Ναῷ Ἁγίου Γρηγορίου τοῦ Παλαμᾶ θὰ τελεσθῇ ἡ Ἀκολουθία τοῦ Νυμφίου.: [490, 1514, 650, 1612]
- sports-subheading: Οἱ ἀγῶνες τοῦ Πάσχα: [258, 1357, 420, 1373]
- firm-address: Γεωργίου Σταύρου 6 Ἀθῆναι: [512, 2058, 628, 2084]
- serres-subheading: ΠΡΟΚΗΡΥΞΙΣ ΠΛΕΙΟΔΟΤΙΚΟΥ ΔΙΑΓΩΝΙΣΜΟΥ: [375, 1072, 462, 1105]
- divider: [30, 567, 188, 568]
- statement-heading: ΔΗΛΩΣΙΣ: [848, 1253, 916, 1269]
- hospital-box: [813, 1113, 950, 1165]
- summary-heading: ΠΕΡΙΛΗΨΙΣ: [675, 845, 793, 867]
- shops-text: Τὰ καταστήματα θὰ μείνουν κλειστὰ κατὰ τὴν Μεγάλην Πέμπτην ἀπὸ τῆς 12ης μεσημβρινῆς.: [1297, 946, 1572, 974]
- ingredient: Δέκα ἑξ αὐγά: [251, 2049, 337, 2064]
- divider: [490, 1455, 650, 1456]
- labor-banner: ΕΡΓΑΤΙΚΑ: [490, 793, 650, 842]
- ad-body: Καθένας ποὺ βαδίζει πολὺ ζητεῖ πρὸ πάντων διὰ τοὺς ΣΤΕΡΕΟΤΗΤΑ. Τὸ ΕΛΑΣΤΙΚΟΝ ΚΡΕΠ εἶναι ὅ,τι χρειάζεται.: [499, 1904, 641, 1974]
- cinema-cross-ad: [200, 701, 370, 1353]
- divider: [662, 410, 950, 411]
- open-letter-heading: ΑΝΟΙΚΤΗ ΕΠΙΣΤΟΛΗ: [33, 844, 185, 860]
- cross-word: Ο: [269, 735, 279, 748]
- column-rule: [955, 68, 956, 2197]
- events-text: Ὁ Διοικητὴς τῆς Ἀστυνομίας εὐχαριστεῖ τοὺς δωρητὰς τοῦ ταμείου.: [1297, 567, 1572, 595]
- section-text: Τὸ γεν. Συμβούλιον τοῦ Συνδέσμου τῶν Καπνεργατῶν συνῆλθε χθὲς ὑπὸ τὴν προεδρίαν τοῦ κ. Ἀναγνωστοπούλου.: [490, 996, 650, 1066]
- installments-heading: ΜΕ ΔΟΣΕΙΣ: [68, 1558, 150, 1574]
- notary-signature: Ὁ Συμβολαιογράφος (Τ.Σ.) Ν.Α. ΧΑΛΚΙΑΣ: [691, 1325, 806, 1351]
- match-text: Ὁ ΒΟΛΙΝΤΕΡ 6. Ἐνίκησε εὐκόλως τὴν ΖΑΓΡΕΒ μὲ 5-3 στὸν ἀγῶνα τῆς Κυριακῆς.: [359, 855, 478, 925]
- grid-row: Α · · · Ν: [68, 1502, 150, 1520]
- events-heading: ΤΟ ΓΡΑΦΕΙΟΝ ΟΙΚΟΝΟΜΙΚΟΥ ΕΦΟΡΟΥ: [1325, 755, 1544, 787]
- notice-signature: Ἡ Ἐπιτροπή: [581, 1618, 650, 1631]
- factory-city: ΘΕΣΣΑΛΟΝΙΚΗ: [209, 1636, 306, 1649]
- brand-name: Κρέπ: [532, 1827, 608, 1857]
- week-right: Β’ ΕΒΔΟΜΑΣ: [317, 967, 370, 987]
- events-text: Ἀπόψε θὰ ψαλῇ εἰς ὅλους τοὺς Ναοὺς τὸ τροπάριον τῆς Κασσιανῆς.: [1297, 513, 1572, 541]
- yeast-text: Χρησιμοποιήσατε τὰ πακέτα μαγιᾶς ποὺ κατασκευάζει εἰδικὸς διὰ τὰ τσουρέκια τὸ Ἐργοστάσιον Ἀδελφῶν Νικόγλου.: [208, 1728, 470, 1770]
- pathologist-specialty: ΕΙΔΙΚΟΣ ΠΑΘΟΛΟΓΟΣ: [717, 1571, 895, 1587]
- letter-grid: [38, 1478, 180, 1544]
- cross-word: Μ. Ἑβδομάδος: [245, 1030, 303, 1054]
- sports-headline: Η ΕΠΙΣΤΡΟΦΗ ΤΟΥ ΑΡΕΩΣ ΚΑΙ ΤΑ ΑΙΤΙΑ ΤΗΣ ΙΣΟΠΑΛΙΑΣ: [216, 132, 462, 207]
- sports-two-col: Σήμερον τὴν πρωΐαν ἀναμένεται νὰ ἐπανέλθῃ ἐξ Ἀθηνῶν ἡ ὁμὰς τοῦ «Ἄρεως» μετὰ τὴν παρελθοῦσαν Κυριακὴν συναντηθεῖσα εἰς τὸ ἔδαφος τοῦ Σταδίου. Κατὰ τὰς πληροφορίας μας ἡ ἰσοπαλία ὀφείλεται εἰς τὴν κακὴν διαιτησίαν. Ἐπίσης ἀποκλειστικῶς διὰ τὴν προσεχῆ Κυριακὴν ἀναμένεται ἡ διεξαγωγὴ τῶν ἀγώνων πρωταθλήματος. Ἀθλητικὰ διαγωνισμοὶ Τὴν πρώτην τῆς ἑορτῆς ἡμέραν θὰ διεξαχθῶσιν ἀγῶνες στίβου εἰς τὸ Στάδιον τοῦ Γυμναστικοῦ Συλλόγου. Ἡ ὁμὰς τοῦ ΠΑΟΚ καὶ ὁ Ἄρης προετοιμάζονται διὰ τοὺς ἀγῶνας τοῦ Πάσχα, ὅπου θὰ συμμετάσχουν καὶ ξένοι παῖκται. Ἡ προσέλευσις τοῦ κοινοῦ ἀναμένεται μεγάλη. Τρίτη ἐκ τῶν ἀγώνων τοῦ Πάσχα ΠΑΟΚ—Ἄρης. Τὸ γνωστὸν ὅτι τὴν πρώτην ἡμέραν τοῦ Πάσχα θὰ παιχθῇ ὁ ἀγὼν μεταξὺ τοῦ ΠΑΟΚ καὶ τῆς Ἀθλητικῆς Ἑνώσεως. Οἱ ἀγῶνες σκοποβολῆς Κατόπιν τῆς ἀποφάσεως τοῦ Φ.Α.Ο. τὰ βραβεῖα θὰ δοθῶσιν εἰς τοὺς νικητὰς κατὰ τὴν τελετήν.: [200, 293, 478, 691]
- boy-illustration: [510, 1673, 630, 1823]
- drinks-text: Πωλεῖται ἀεριοῦχα ποτὰ 300 τὸ κιλὸν παρὰ τῷ ἐργοστασίῳ.: [343, 1503, 478, 1545]
- ingredient: Τριακόσια δράμια γάλα: [251, 2028, 403, 2043]
- refugee-text: Ὁ Οἰκοδομικὸς Συνεταιρισμὸς Νέας Μουχλιάδης τιμᾷ ἐν καιρῷ πρὸς τὴν ἐπιτροπὴν τῆς ὁμάδος καὶ ἀναγγέλλει τὰ ἑξῆς.: [662, 458, 802, 556]
- housewives-heading: ΝΟΙΚΟΚΥΡΕΣ: [313, 1578, 474, 1603]
- cross-subtext: Τεχνης, Μουσικής καὶ ὕμνων: [243, 819, 305, 851]
